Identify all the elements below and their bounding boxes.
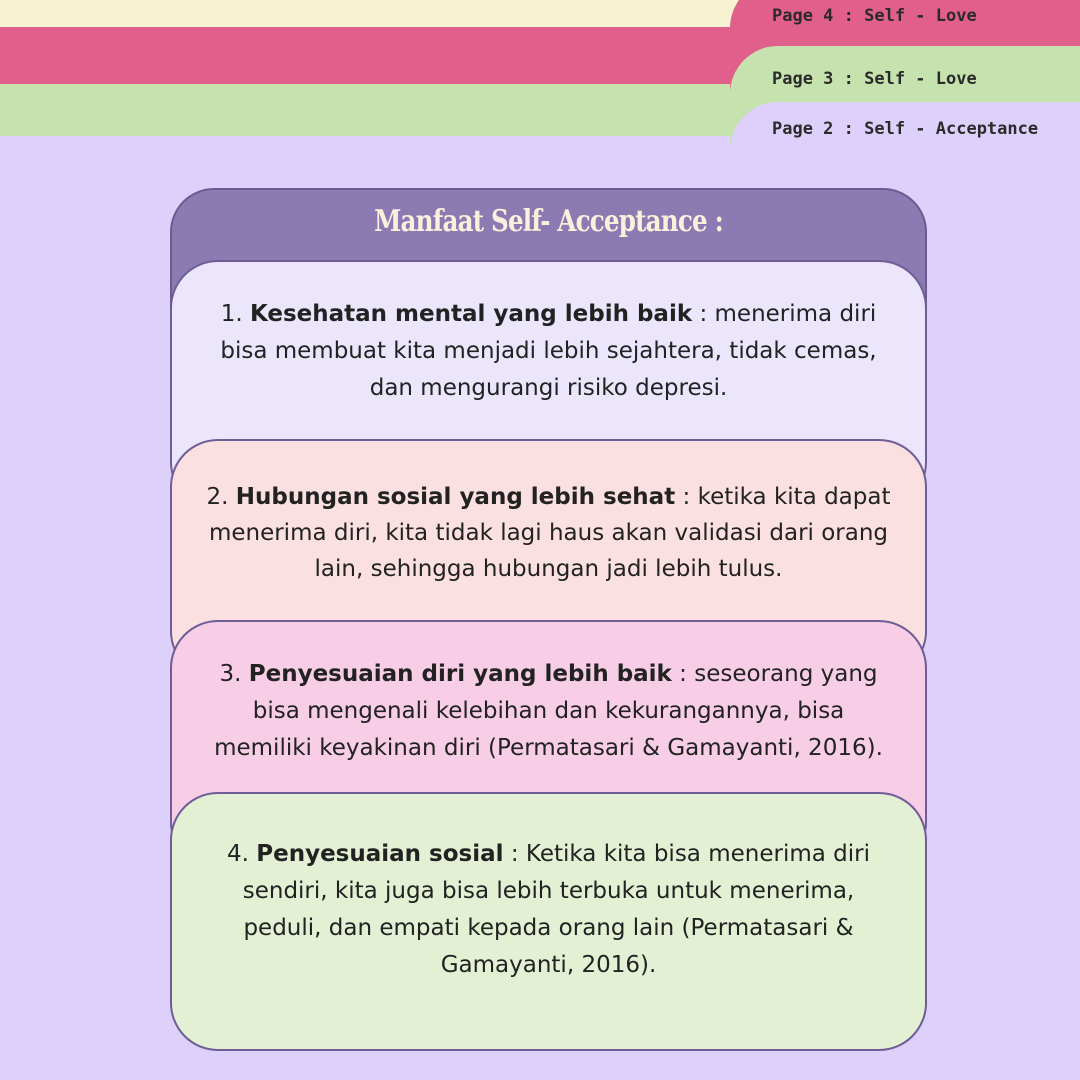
benefit-item-4	[170, 792, 927, 1051]
tab-page-4-label: Page 4 : Self - Love	[772, 6, 977, 26]
tab-page-2-label: Page 2 : Self - Acceptance	[772, 119, 1039, 139]
benefits-card	[170, 188, 927, 1051]
item-text: : Ketika kita bisa menerima diri sendiri, kita juga bisa lebih terbuka untuk menerima, peduli, dan empati kepada orang lain (Permatasari & Gamayanti, 2016).	[242, 841, 870, 978]
top-band-pink	[0, 27, 760, 87]
item-heading: Penyesuaian sosial	[256, 841, 504, 867]
item-number: 4.	[226, 841, 249, 867]
item-number: 2.	[206, 484, 229, 510]
tab-page-2[interactable]	[730, 102, 1080, 162]
item-number: 3.	[219, 661, 242, 687]
item-heading: Penyesuaian diri yang lebih baik	[248, 661, 672, 687]
item-heading: Kesehatan mental yang lebih baik	[249, 301, 693, 327]
tab-page-3-label: Page 3 : Self - Love	[772, 69, 977, 89]
item-text: : ketika kita dapat menerima diri, kita tidak lagi haus akan validasi dari orang lain, sehingga hubungan jadi lebih tulus.	[208, 484, 891, 582]
item-heading: Hubungan sosial yang lebih sehat	[235, 484, 676, 510]
item-text: : seseorang yang bisa mengenali kelebihan dan kekurangannya, bisa memiliki keyakinan diri (Permatasari & Gamayanti, 2016).	[214, 661, 883, 761]
item-text: : menerima diri bisa membuat kita menjadi lebih sejahtera, tidak cemas, dan mengurangi risiko depresi.	[220, 301, 877, 401]
top-band-yellow	[0, 0, 760, 30]
card-title: Manfaat Self- Acceptance :	[374, 204, 723, 239]
top-band-green	[0, 84, 760, 136]
item-number: 1.	[220, 301, 243, 327]
